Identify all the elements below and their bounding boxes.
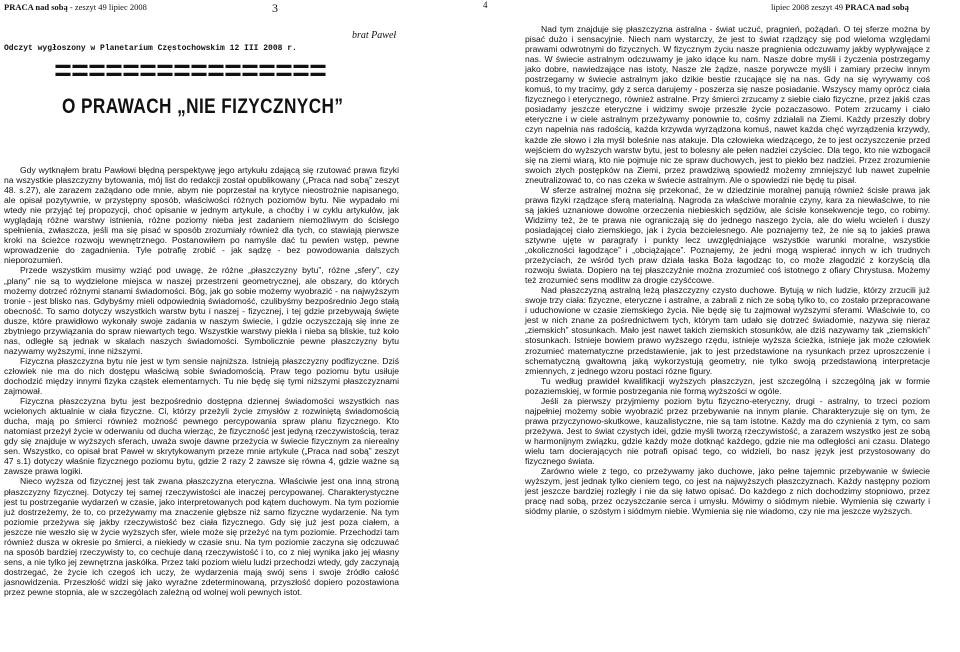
paragraph: Gdy wytknąłem bratu Pawłowi błędną perspektywę jego artykułu zdającą się rzutować prawa fizyki na wszystkie płaszczyzny bytowania, mój list do redakcji został opublikowany („Praca nad sobą” zeszyt 48. s.27), ale zarazem zażądano ode mnie, abym nie poprzestał na krytyce nieostrożnie napisanego, ale opisał pozytywnie, w przystępny sposób, właściwości różnych poziomów bytu. Nie wypadało mi wtedy nie przyjąć tej propozycji, choć opisanie w jednym artykule, a choćby i w cyklu artykułów, jak wyglądają różne warstwy istnienia, różne poziomy nieba jest zadaniem niemożliwym do ścisłego spełnienia, zwłaszcza, jeśli ma się pisać w sposób zrozumiały również dla tych, co stawiają pierwsze kroki na ścieżce rozwoju wewnętrznego. Postanowiłem po namyśle dać tu pewien wstęp, pewne wprowadzenie do zagadnienia. Tyle potrafię zrobić - jak sądzę - bez powodowania dalszych nieporozumień. (4, 165, 399, 266)
page-number-left: 3 (272, 1, 278, 15)
header-issue: - zeszyt 49 lipiec 2008 (67, 2, 147, 12)
page-number-right: 4 (483, 0, 488, 10)
right-page (480, 0, 960, 652)
paragraph: Przede wszystkim musimy wziąć pod uwagę, że różne „płaszczyzny bytu”, różne „sfery”, czy „plany” nie są to wydzielone miejsca w naszej przestrzeni geometrycznej, ale obszary, do których możemy dotrzeć różnymi stanami świadomości. Bóg, jak go sobie możemy wyobrazić - na najwyższym tronie - jest blisko nas. Gdybyśmy mieli odpowiednią świadomość, czulibyśmy bezpośrednio Jego stałą obecność. To samo dotyczy wszystkich warstw bytu i naszej - fizycznej, i tej gdzie przebywają święte dusze, które prawidłowo wykonały swoje zadania w naszym świecie, i gdzie oczyszczają się inne ze zbytniego przywiązania do spraw niewartych tego. Wszystkie warstwy piekła i nieba są bliskie, tuż koło nas, odległe są jednak w skalach naszych świadomości. Symbolicznie pewne płaszczyzny bytu nazywamy wyższymi, inne niższymi. (4, 265, 399, 356)
lecture-notice: Odczyt wygłoszony w Planetarium Częstochowskim 12 III 2008 r. (4, 44, 297, 53)
paragraph: Fizyczna płaszczyzna bytu jest bezpośrednio dostępna dziennej świadomości wszystkich nas wcielonych aktualnie w ciała fizyczne. Ci, którzy przeżyli życie zmysłów z rozwiniętą świadomością ducha, mają po śmierci również możność pewnego percypowania spraw planu fizycznego. Kto natomiast przeżył życie w oderwaniu od ducha wierząc, że fizyczność jest jedyną rzeczywistością, teraz gdy się znajduje w wyższych sferach, uważa swoje dawne przeżycia w świecie fizycznym za nierealny sen. Wszystko, co opisał brat Paweł w skrytykowanym przeze mnie artykule („Praca nad sobą” zeszyt 47 s.1) dotyczy właśnie fizycznego poziomu bytu, gdzie 2 razy 2 zawsze się równa 4, gdzie ważne są zawsze prawa logiki. (4, 396, 399, 477)
paragraph: Nieco wyższa od fizycznej jest tak zwana płaszczyzna eteryczna. Właściwie jest ona inną stroną płaszczyzny fizycznej. Dotyczy tej samej rzeczywistości ale inaczej percypowanej. Charakterystyczne jest tu postrzeganie wydarzeń w czasie, jako interpretowanych pod kątem duchowym. Na tym poziomie już dostrzeżemy, że to, co przeżywamy ma znaczenie głębsze niż samo fizyczne wydarzenie. Na tym poziomie przeżywa się jakby rzeczywistość bez ciała fizycznego. Gdy się już jest poza ciałem, a jeszcze nie weszło się w życie wyższych sfer, wiele może się przeżyć na tym poziomie. Przechodzi tam również dusza w okresie po śmierci, a niekiedy w czasie snu. Na tym poziomie zaczyna się odczuwać na sposób bardziej rzeczywisty to, co cechuje daną rzeczywistość i to, co z niej wynika jako jej własny sens, a nie tylko jej zewnętrzna jaskółka. Przez taki poziom wielu ludzi przechodzi wtedy, gdy zaczynają dostrzegać, że życie ich czegoś ich uczy, że wydarzenia mają swój sens i swoje źródło całość jasnowidzenia. Przeszłość widzi się jako wyraźne zdeterminowaną, przyszłość dopiero pozostawiona przez pewne stopnia, ale w szczególach zależną od wolnej woli pewnych istot. (4, 476, 399, 597)
running-header-left (4, 2, 147, 12)
header-issue: lipiec 2008 zeszyt 49 (771, 2, 843, 12)
paragraph: Tu według prawideł kwalifikacji wyższych płaszczyzn, jest szczególną i szczególną jak w formie pozaziemskiej, w formie postrzegania nie formą wyższości w ogóle. (525, 375, 930, 396)
article-author: brat Paweł (352, 30, 397, 41)
header-magazine-title: PRACA nad sobą (4, 2, 68, 12)
paragraph: W sferze astralnej można się przekonać, że w dziedzinie moralnej panują również ścisłe prawa jak prawa fizyki rządzące sferą materialną. Nagroda za właściwe moralnie czyny, kara za niewłaściwe, to nie są jakieś uznaniowe dowolne orzeczenia niebieskich sędziów, ale ścisłe konsekwencje tego, co robimy. Widzimy też, że te prawa nie ograniczają się do jednego naszego życia, ale do wielu wcieleń i duszy posiadającej ciało ziemskiego, jak i życia bezcielesnego. Ale poznajemy też, że nie są to jakieś prawa sztywne ujęte w paragrafy i punkty lecz uwzględniające wszystkie warunki moralne, wszystkie „okoliczności łagodzące” i „obciążające”. Poznajemy, że jedni mogą wspierać innych w ich trudnych przeżyciach, że wśród tych praw działa łaska Boża łagodząc to, co może złagodzić z korzyścią dla rozwoju świata. Dopiero na tej płaszczyźnie można zrozumieć coś istotnego z ofiary Chrystusa. Możemy też zrozumieć sens modlitw za drogie czyśćcowe. (525, 184, 930, 286)
article-body-left (4, 165, 399, 597)
decorative-separator: ================ (54, 56, 327, 90)
paragraph: Nad tym znajduje się płaszczyzna astralna - świat uczuć, pragnień, pożądań. O tej sferze można by pisać dużo i sensacyjnie. Niech nam wystarczy, że jest to świat rządzący się pod wieloma względami prawami odwrotnymi do fizycznych. W fizycznym życiu nasze pragnienia odczuwamy jakby wypływające z nas. W świecie astralnym odczuwamy je jako idące ku nam. Nasze dobre myśli i życzenia postrzegamy jako dobre, nawiedzające nas istoty, Nasze złe żądze, nasze porywcze myśli i zamiary przeciw innym postrzegamy w świecie astralnym jako dzikie bestie rzucające się na nas. Gdy na się wyrywamy coś komuś, to my tracimy, gdy z serca darujemy - poszerza się nasze posiadanie. Wszyscy mamy oprócz ciała fizycznego i eterycznego, również astralne. Przy śmierci zrzucamy z siebie ciało fizyczne, przez jakiś czas posiadamy jeszcze eteryczne i widzimy swoje przeszłe życie pozaczasowo. Potem zrzucamy i ciało eteryczne i w ciele astralnym przeżywamy ponownie to, cośmy zdziałali na Ziemi. Każdy przeszły dobry czyn napełnia nas radością, każda krzywda wyrządzona komuś, nawet każda chęć wyrządzenia krzywdy, każde złe słowo i zła myśl boleśnie nas atakuje. Dla człowieka wiedzącego, że to jest oczyszczenie przed wejściem do wyższych warstw bytu, jest to bolesny ale pełen nadziei czyściec. Dla tego, kto nie wzbogacił się na ziemi wiarą, kto nie pojmuje nic ze spraw duchowych, jest to piekło bez nadziei. Przez zrozumienie swoich złych postępków na Ziemi, przez prawdziwą spowiedź możemy zmniejszyć lub nawet zupełnie zneutralizować to, co nas czeka w świecie astralnym. Ale o spowiedzi nie będę tu pisał. (525, 24, 930, 185)
paragraph: Fizyczna płaszczyzna bytu nie jest w tym sensie najniższa. Istnieją płaszczyzny podfizyczne. Dziś człowiek nie ma do nich dostępu właściwą sobie świadomością. Praw tego poziomu bytu usiłuje dochodzić między innymi fizyka cząstek elementarnych. Tu nie będę się tymi niższymi płaszczyznami zajmował. (4, 355, 399, 397)
paragraph: Zarówno wiele z tego, co przeżywamy jako duchowe, jako pełne tajemnic przebywanie w świecie wyższym, jest jednak tylko cieniem tego, co jest na najwyższych płaszczyznach. Każdy następny poziom jest jeszcze bardziej rozległy i nie da się łatwo opisać. Do każdego z nich dochodzimy stopniowo, przez pracę nad sobą, przez oczyszczanie serca i umysłu. Mówimy o siódmym niebie. Wymienia się czwarty i siódmy planie, o szóstym i siódmym niebie. Wymienia się nie wiadomo, czy nie ma jeszcze wyższych. (525, 466, 930, 517)
running-header-right (771, 2, 909, 12)
paragraph: Nad płaszczyzną astralną leżą płaszczyzny czysto duchowe. Bytują w nich ludzie, którzy zrzucili już swoje trzy ciała: fizyczne, eteryczne i astralne, a zabrali z nich ze sobą tylko to, co zostało przepracowane i uduchowione w czasie ziemskiego życia. Nie będę się tu zajmował wyższymi sferami. Właściwie to, co jest w nich znane za pośrednictwem tych, którym tam udało się dotrzeć świadomie, nazywa się nieraz „ziemskich” stosunkach. Mało jest nawet takich ziemskich stosunków, ale dziś nazywamy tak „ziemskich” stosunkach. Istnieje bowiem prawo wyższego rzędu, istnieje wyższa ścieżka, istnieje jak może człowiek zrozumieć matematyczne przedstawienie, jak to jest przedstawione na rysunkach przez uproszczenie i schematyczną gwałtowną jaką wykorzystują geometry, nie tylko swoją przedstawioną interpretacje zmiennych, z jednego wzoru postaci rózne figury. (525, 285, 930, 376)
paragraph: Jeśli za pierwszy przyjmiemy poziom bytu fizyczno-eteryczny, drugi - astralny, to trzeci poziom najpełniej możemy sobie wyobrazić przez przebywanie na innym planie. Charakteryzuje się on tym, że prawa przyczynowo-skutkowe, kauzalistyczne, nie są tam istotne. Każdy ma do czynienia z tym, co sam przeżywa. Jest to świat czystych idei, gdzie myśli tworzą rzeczywistość, a zarazem wszystko jest ze sobą w harmonijnym związku, gdzie każdy może dotknąć każdego, gdzie nie ma odległości ani czasu. Dlatego wielu tam docierających nie potrafi opisać tego, co widzieli, bo nasz język jest przystosowany do fizycznego świata. (525, 395, 930, 467)
header-magazine-title: PRACA nad sobą (845, 2, 909, 12)
article-body-right (525, 24, 930, 516)
article-title: O PRAWACH „NIE FIZYCZNYCH” (62, 95, 344, 118)
